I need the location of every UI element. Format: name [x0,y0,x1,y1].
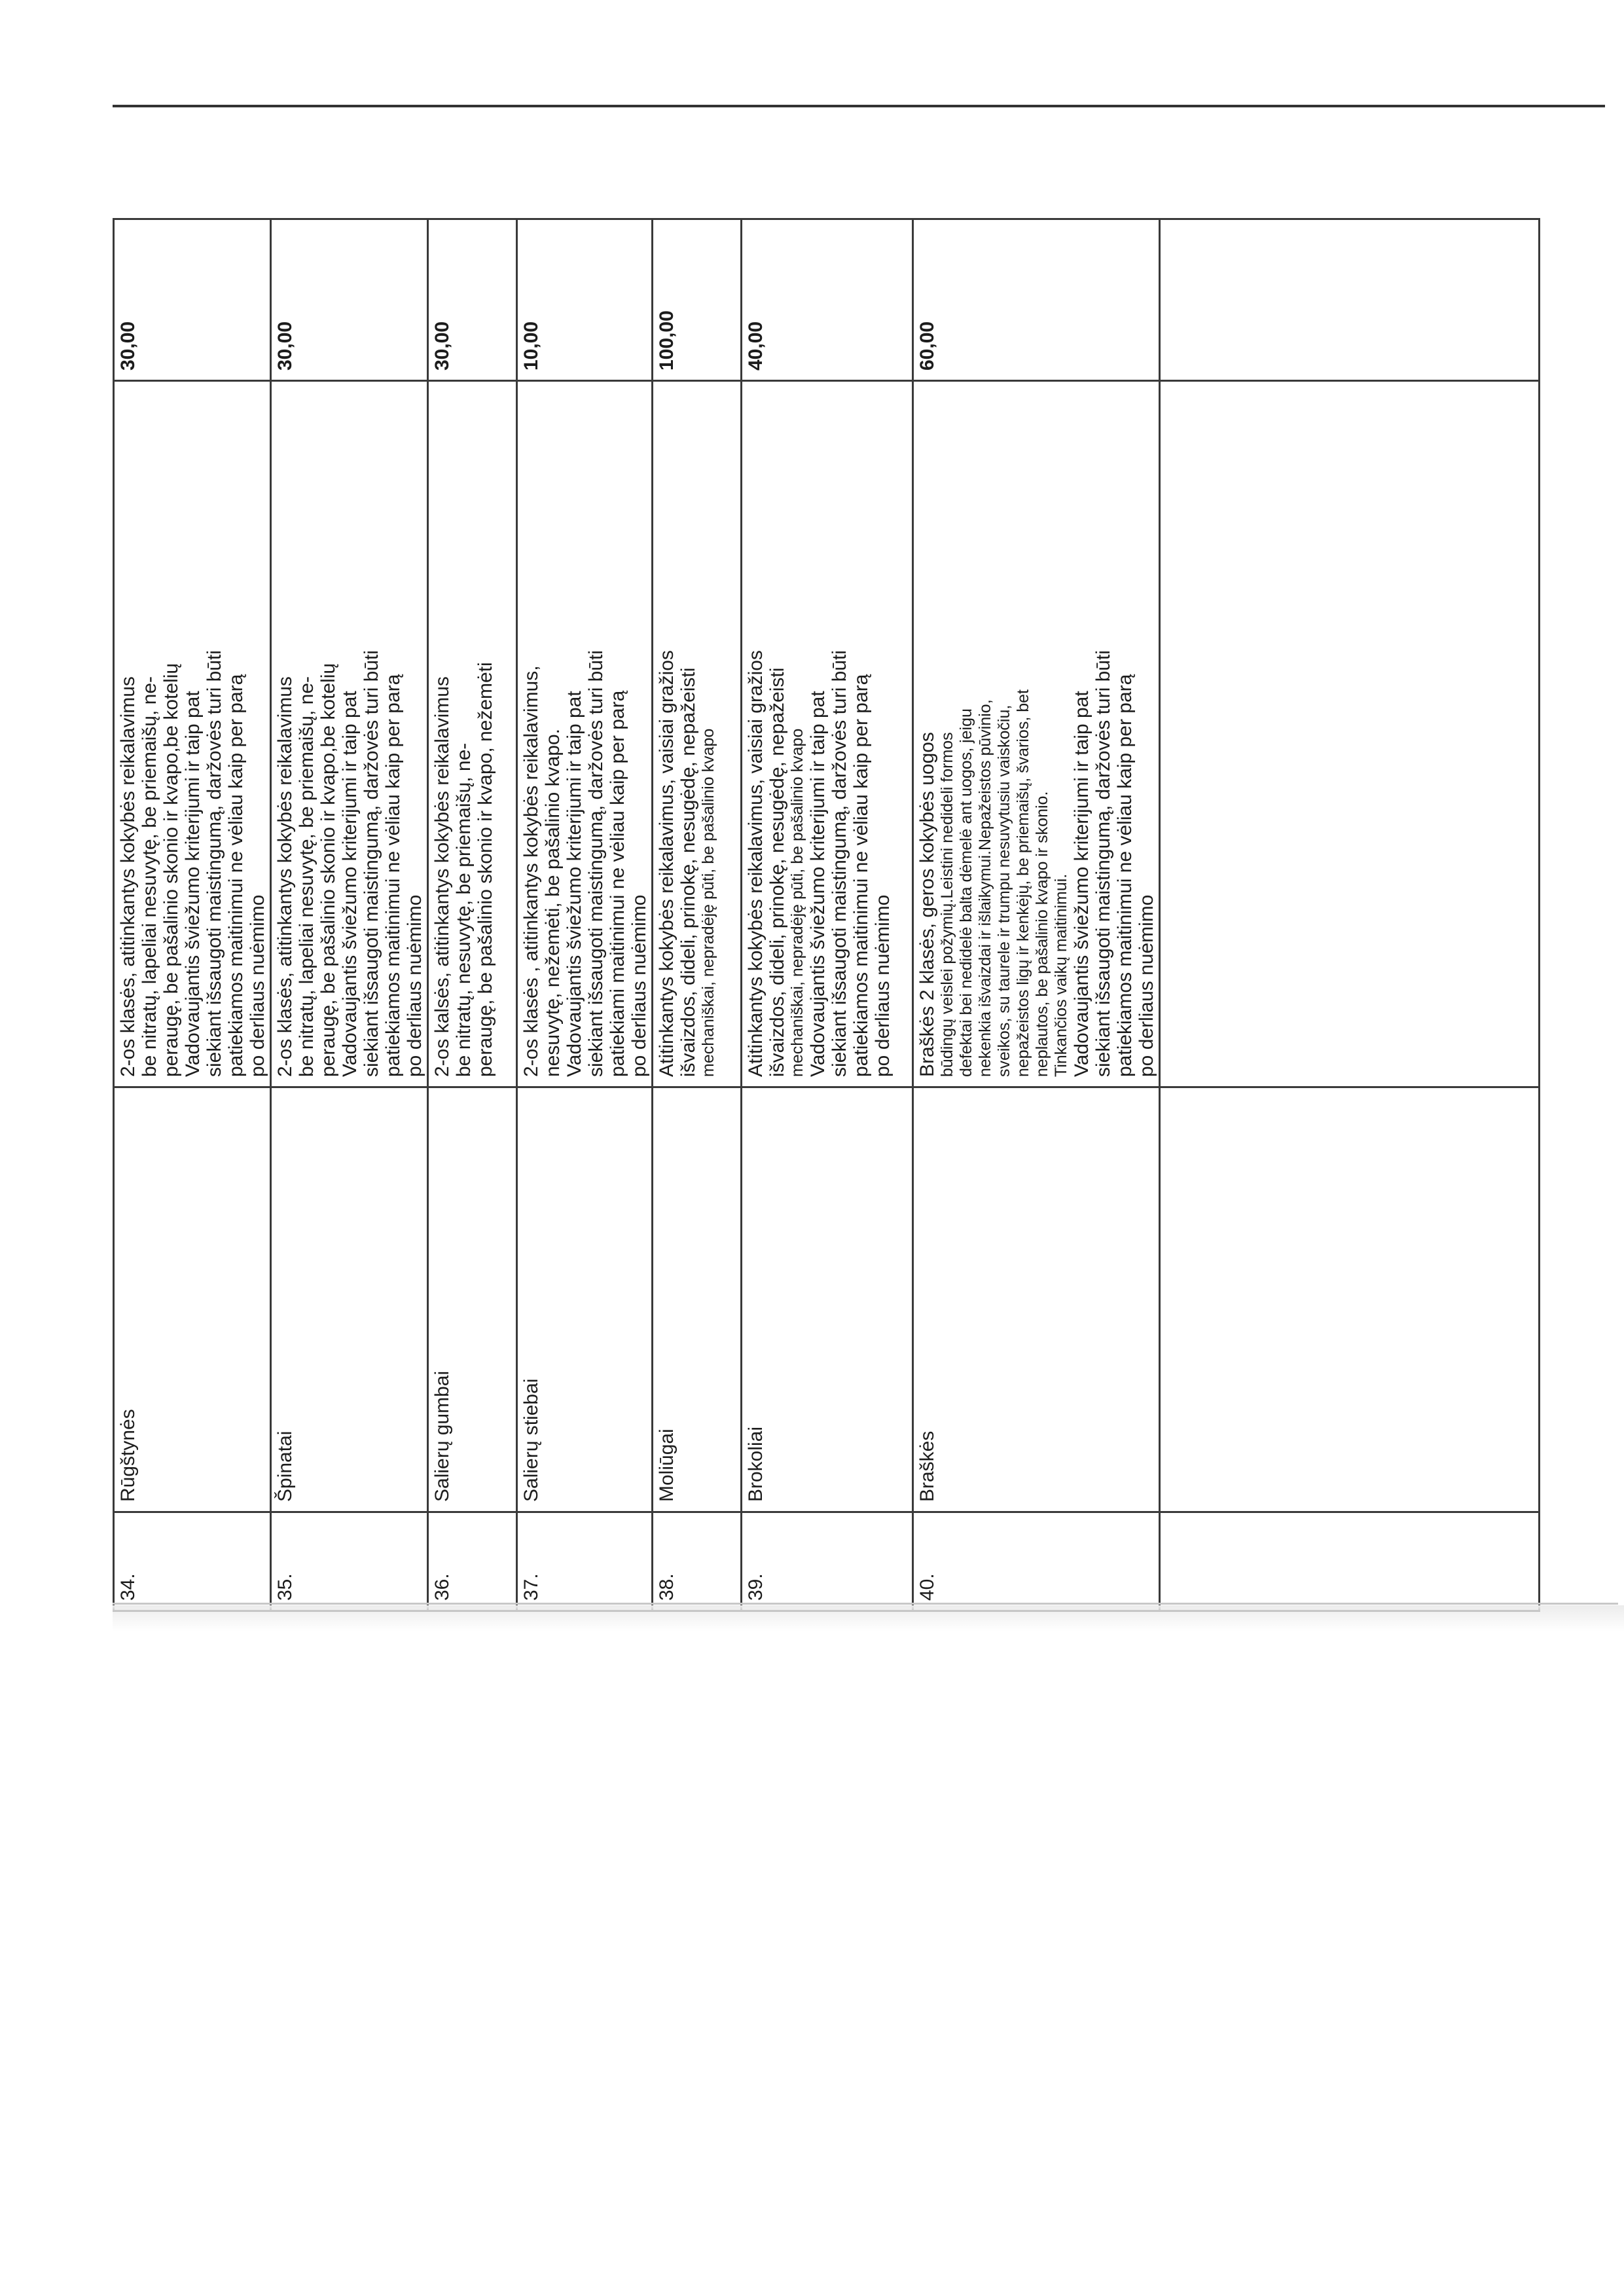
empty-cell [1160,1512,1540,1611]
description-line: siekiant išsaugoti maistingumą, daržovės turi būti [361,650,382,1077]
product-description [913,381,1160,1087]
row-number: 38. [653,1512,742,1611]
description-line: 2-os klasės, atitinkantys kokybės reikalavimus [274,676,296,1077]
rotated-table [113,296,1330,1612]
description-line: Braškės 2 klasės, geros kokybės uogos [916,732,938,1077]
table-row [271,219,428,1611]
row-number: 39. [742,1512,913,1611]
row-number: 40. [913,1512,1160,1611]
description-line: Vadovaujantis šviežumo kriterijumi ir taip pat [807,691,829,1077]
description-line: Atitinkantys kokybės reikalavimus, vaisiai gražios [745,650,767,1077]
description-line: patiekiamos maitinimui ne vėliau kaip per parą [1114,674,1136,1077]
empty-cell [1160,1087,1540,1512]
description-line: patiekiamos maitinimui ne vėliau kaip per parą [850,674,872,1077]
description-line: po derliaus nuėmimo [872,894,893,1077]
description-line: būdingų veislei požymių.Leistini nedideli formos [938,732,956,1077]
description-line: patiekiamos maitinimui ne vėliau kaip per parą [225,674,247,1077]
product-description [653,381,742,1087]
description-line: Vadovaujantis šviežumo kriterijumi ir taip pat [1071,691,1092,1077]
description-line: peraugę, be pašalinio skonio ir kvapo,be kotelių [160,663,182,1077]
table-row [114,219,271,1611]
description-line: peraugę, be pašalinio skonio ir kvapo,be kotelių [317,663,339,1077]
product-description [742,381,913,1087]
description-line: be nitratų, lapeliai nesuvytę, be priemaišų, ne- [139,676,160,1077]
product-description [428,381,517,1087]
quantity-value: 30,00 [271,219,428,381]
top-rule [113,105,1605,107]
row-number: 35. [271,1512,428,1611]
description-line: mechaniškai, nepradėję pūti, be pašalinio kvapo [788,728,806,1077]
description-line: be nitratų, nesuvytę, be priemaišų, ne- [453,742,475,1077]
description-line: po derliaus nuėmimo [247,894,268,1077]
table-row [913,219,1160,1611]
description-line: nekenkia išvaizdai ir išlaikymui.Nepažeistos pūvinio, [976,699,994,1077]
product-name: Salierų stiebai [517,1087,653,1512]
product-name: Braškės [913,1087,1160,1512]
description-line: išvaizdos, dideli, prinokę, nesugėdę, nepažeisti [767,667,788,1077]
description-line: mechaniškai, nepradėję pūti, be pašalinio kvapo [699,728,717,1077]
description-line: Vadovaujantis šviežumo kriterijumi ir taip pat [339,691,361,1077]
description-line: 2-os klasės , atitinkantys kokybės reikalavimus, [520,665,542,1077]
row-number: 34. [114,1512,271,1611]
empty-table-row [1160,219,1540,1611]
product-name: Brokoliai [742,1087,913,1512]
description-line: išvaizdos, dideli, prinokę, nesugėdę, nepažeisti [677,667,699,1077]
description-line: siekiant išsaugoti maistingumą, daržovės turi būti [204,650,225,1077]
description-line: patiekiamos maitinimui ne vėliau kaip per parą [382,674,404,1077]
description-line: siekiant išsaugoti maistingumą, daržovės turi būti [829,650,850,1077]
description-line: nepažeistos ligų ir kenkėjų, be priemaišų, švarios, bet [1014,689,1032,1077]
quantity-value: 40,00 [742,219,913,381]
description-line: Atitinkantys kokybės reikalavimus, vaisiai gražios [656,650,677,1077]
description-line: Vadovaujantis šviežumo kriterijumi ir taip pat [182,691,204,1077]
scan-edge-line [113,1603,1618,1605]
product-name: Špinatai [271,1087,428,1512]
description-line: Vadovaujantis šviežumo kriterijumi ir taip pat [564,691,585,1077]
description-line: Tinkančios vaikų maitinimui. [1052,873,1070,1077]
table-row [742,219,913,1611]
description-line: po derliaus nuėmimo [628,894,650,1077]
table-row [517,219,653,1611]
product-description [271,381,428,1087]
description-line: po derliaus nuėmimo [1136,894,1157,1077]
description-line: defektai bei nedidelė balta dėmelė ant uogos, jeigu [957,708,975,1077]
quantity-value: 100,00 [653,219,742,381]
product-description [517,381,653,1087]
table-row [653,219,742,1611]
quantity-value: 10,00 [517,219,653,381]
description-line: nesuvytę, nežemėti, be pašalinio kvapo. [542,729,564,1077]
empty-cell [1160,381,1540,1087]
product-name: Moliūgai [653,1087,742,1512]
description-line: peraugę, be pašalinio skonio ir kvapo, nežemėti [475,662,496,1077]
product-table [113,218,1540,1612]
description-line: po derliaus nuėmimo [404,894,425,1077]
quantity-value: 60,00 [913,219,1160,381]
empty-cell [1160,219,1540,381]
row-number: 37. [517,1512,653,1611]
product-name: Rūgštynės [114,1087,271,1512]
description-line: siekiant išsaugoti maistingumą, daržovės turi būti [1092,650,1114,1077]
description-line: 2-os kalsės, atitinkantys kokybės reikalavimus [431,676,453,1077]
description-line: neplautos, be pašalinio kvapo ir skonio. [1033,791,1051,1077]
description-line: 2-os klasės, atitinkantys kokybės reikalavimus [117,676,139,1077]
quantity-value: 30,00 [114,219,271,381]
description-line: be nitratų, lapeliai nesuvytę, be priemaišų, ne- [296,676,317,1077]
product-description [114,381,271,1087]
table-row [428,219,517,1611]
row-number: 36. [428,1512,517,1611]
scan-shadow [113,1605,1624,1631]
description-line: sveikos, su taurele ir trumpu nesuvytusiu vaiskočiu, [995,704,1013,1077]
description-line: siekiant išsaugoti maistingumą, daržovės turi būti [585,650,607,1077]
product-name: Salierų gumbai [428,1087,517,1512]
description-line: patiekiami maitinimui ne vėliau kaip per parą [607,690,628,1077]
quantity-value: 30,00 [428,219,517,381]
